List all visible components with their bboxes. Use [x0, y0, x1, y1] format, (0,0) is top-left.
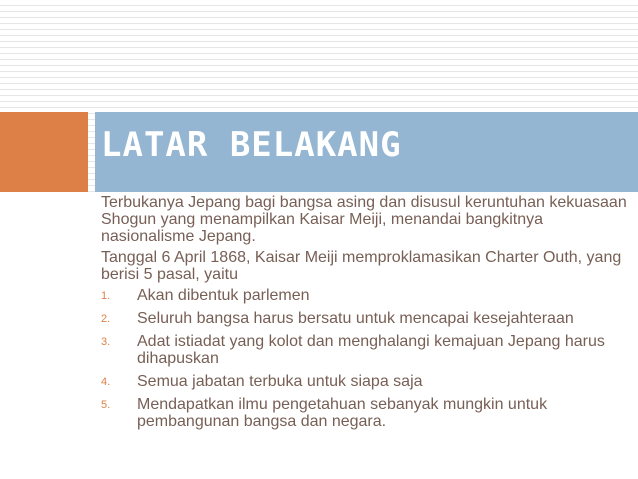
list-item-text: Seluruh bangsa harus bersatu untuk mencapai kesejahteraan — [137, 310, 574, 327]
list-item-text: Mendapatkan ilmu pengetahuan sebanyak mungkin untuk pembangunan bangsa dan negara. — [137, 396, 548, 430]
list-item-number: 2. — [101, 313, 111, 325]
list-item-text: Semua jabatan terbuka untuk siapa saja — [137, 373, 423, 390]
list-item-number: 4. — [101, 376, 111, 388]
list-item — [101, 310, 631, 327]
list-item — [101, 333, 631, 367]
charter-paragraph: Tanggal 6 April 1868, Kaisar Meiji memproklamasikan Charter Outh, yang berisi 5 pasal, yaitu — [101, 249, 622, 283]
list-item — [101, 287, 631, 304]
title-accent-block — [0, 112, 88, 192]
list-item — [101, 373, 631, 390]
list-item — [101, 396, 631, 430]
list-item-number: 1. — [101, 290, 111, 302]
slide-title: LATAR BELAKANG — [101, 125, 402, 165]
list-item-text: Adat istiadat yang kolot dan menghalangi kemajuan Jepang harus dihapuskan — [137, 333, 605, 367]
intro-paragraph: Terbukanya Jepang bagi bangsa asing dan disusul keruntuhan kekuasaan Shogun yang menampilkan Kaisar Meiji, menandai bangkitnya nasionalisme Jepang. — [101, 194, 627, 245]
list-item-text: Akan dibentuk parlemen — [137, 287, 310, 304]
list-item-number: 5. — [101, 399, 111, 411]
slide-body — [101, 194, 631, 436]
charter-articles-list — [101, 287, 631, 430]
list-item-number: 3. — [101, 336, 111, 348]
